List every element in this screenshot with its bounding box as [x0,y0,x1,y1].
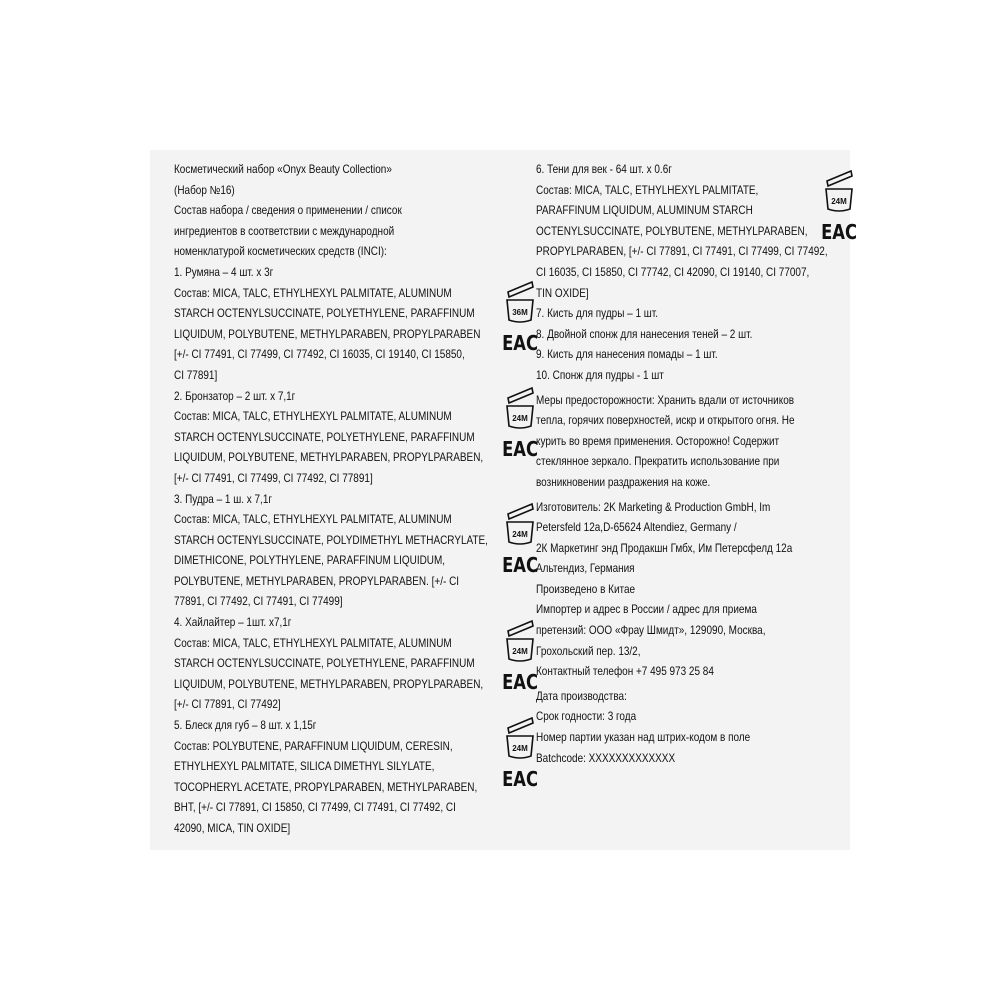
text-line: Меры предосторожности: Хранить вдали от источников [536,393,795,407]
text-line: 3. Пудра – 1 ш. х 7,1г [174,492,273,506]
text-line: LIQUIDUM, POLYBUTENE, METHYLPARABEN, PROPYLPARABEN, [174,677,484,691]
text-line: STARCH OCTENYLSUCCINATE, POLYDIMETHYL METHACRYLATE, [174,533,488,547]
text-line: [+/- CI 77491, CI 77499, CI 77492, CI 16035, CI 19140, CI 15850, [174,348,465,362]
text-line: (Набор №16) [174,183,235,197]
pao-eac-icon-group [502,617,538,718]
text-line: Срок годности: 3 года [536,710,637,724]
text-line: [+/- CI 77891, CI 77492] [174,698,281,712]
eac-mark: EAC [502,671,538,695]
product-label [150,150,857,850]
text-line: Контактный телефон +7 495 973 25 84 [536,665,714,679]
left-text-column [174,160,518,840]
pao-eac-icon-group [502,714,538,815]
text-line: CI 77891] [174,368,218,382]
text-line: 9. Кисть для нанесения помады – 1 шт. [536,348,718,362]
text-line: 7. Кисть для пудры – 1 шт. [536,307,658,321]
text-line: стеклянное зеркало. Прекратить использование при [536,455,780,469]
text-line: номенклатурой косметических средств (INCI): [174,245,387,259]
text-line: 42090, MICA, TIN OXIDE] [174,822,291,835]
text-line: Косметический набор «Onyx Beauty Collection» [174,163,392,176]
text-line: LIQUIDUM, POLYBUTENE, METHYLPARABEN, PROPYLPARABEN, [174,451,484,465]
eac-mark: EAC [502,332,538,356]
text-line: STARCH OCTENYLSUCCINATE, POLYETHYLENE, PARAFFINUM [174,657,475,671]
text-line: Произведено в Китае [536,582,636,596]
text-line: Грохольский пер. 13/2, [536,644,641,658]
text-line: STARCH OCTENYLSUCCINATE, POLYETHYLENE, PARAFFINUM [174,307,475,321]
text-line: Номер партии указан над штрих-кодом в поле [536,731,751,745]
pao-label: 24M [512,744,528,753]
text-line: OCTENYLSUCCINATE, POLYBUTENE, METHYLPARABEN, [536,224,808,238]
pao-label: 24M [512,414,528,423]
pao-eac-icon-group [502,500,538,601]
pao-label: 36M [512,308,528,317]
text-line: ETHYLHEXYL PALMITATE, SILICA DIMETHYL SILYLATE, [174,760,435,774]
pao-eac-icon-group [502,384,538,485]
pao-label: 24M [512,530,528,539]
text-line: возникновении раздражения на коже. [536,475,711,489]
eac-mark: EAC [502,768,538,792]
text-line: 77891, CI 77492, CI 77491, CI 77499] [174,595,343,609]
text-line: Состав: POLYBUTENE, PARAFFINUM LIQUIDUM, CERESIN, [174,739,453,753]
text-line: PROPYLPARABEN, [+/- CI 77891, CI 77491, CI 77499, CI 77492, [536,245,828,259]
text-line: Состав: MICA, TALC, ETHYLHEXYL PALMITATE, ALUMINUM [174,636,452,650]
text-line: Дата производства: [536,689,627,703]
text-line: Импортер и адрес в России / адрес для приема [536,603,757,617]
text-line: DIMETHICONE, POLYTHYLENE, PARAFFINUM LIQUIDUM, [174,554,446,568]
text-line: TIN OXIDE] [536,286,589,300]
text-line: ингредиентов в соответствии с международной [174,224,395,238]
text-line: 2К Маркетинг энд Продакшн Гмбх, Им Петерсфелд 12а [536,541,793,555]
text-line: 6. Тени для век - 64 шт. х 0.6г [536,163,672,176]
pao-eac-icon-group [502,278,538,379]
text-line: TOCOPHERYL ACETATE, PROPYLPARABEN, METHYLPARABEN, [174,780,478,794]
text-line: претензий: ООО «Фрау Шмидт», 129090, Москва, [536,624,766,638]
text-line: Batchcode: XXXXXXXXXXXXX [536,751,676,765]
text-line: 8. Двойной спонж для нанесения теней – 2 шт. [536,327,753,341]
pao-eac-icon-group [821,167,857,268]
text-line: Состав: MICA, TALC, ETHYLHEXYL PALMITATE, ALUMINUM [174,410,452,424]
text-line: Изготовитель: 2K Marketing & Production GmbH, Im [536,500,771,514]
text-line: CI 16035, CI 15850, CI 77742, CI 42090, CI 19140, CI 77007, [536,265,810,279]
text-line: курить во время применения. Осторожно! Содержит [536,434,780,448]
text-line: Состав: MICA, TALC, ETHYLHEXYL PALMITATE, ALUMINUM [174,286,452,300]
eac-mark: EAC [502,554,538,578]
text-line: 1. Румяна – 4 шт. х 3г [174,265,274,279]
text-line: [+/- CI 77491, CI 77499, CI 77492, CI 77891] [174,471,373,485]
text-line: Альтендиз, Германия [536,562,635,576]
eac-mark: EAC [502,438,538,462]
pao-label: 24M [512,647,528,656]
text-line: Petersfeld 12a,D-65624 Altendiez, Germany / [536,521,737,535]
pao-label: 24M [831,197,847,206]
text-line: 5. Блеск для губ – 8 шт. х 1,15г [174,719,317,733]
text-line: POLYBUTENE, METHYLPARABEN, PROPYLPARABEN. [+/- CI [174,574,460,588]
text-line: Состав набора / сведения о применении / список [174,204,402,218]
text-line: STARCH OCTENYLSUCCINATE, POLYETHYLENE, PARAFFINUM [174,430,475,444]
text-line: тепла, горячих поверхностей, искр и открытого огня. Не [536,414,795,428]
text-line: PARAFFINUM LIQUIDUM, ALUMINUM STARCH [536,204,753,218]
text-line: LIQUIDUM, POLYBUTENE, METHYLPARABEN, PROPYLPARABEN [174,327,481,341]
text-line: Состав: MICA, TALC, ETHYLHEXYL PALMITATE, ALUMINUM [174,513,452,527]
text-line: 10. Спонж для пудры - 1 шт [536,368,664,382]
text-line: 4. Хайлайтер – 1шт. х7,1г [174,616,292,630]
text-line: BHT, [+/- CI 77891, CI 15850, CI 77499, CI 77491, CI 77492, CI [174,801,456,815]
text-line: 2. Бронзатор – 2 шт. х 7,1г [174,389,296,403]
text-line: Состав: MICA, TALC, ETHYLHEXYL PALMITATE, [536,183,759,197]
eac-mark: EAC [821,221,857,245]
